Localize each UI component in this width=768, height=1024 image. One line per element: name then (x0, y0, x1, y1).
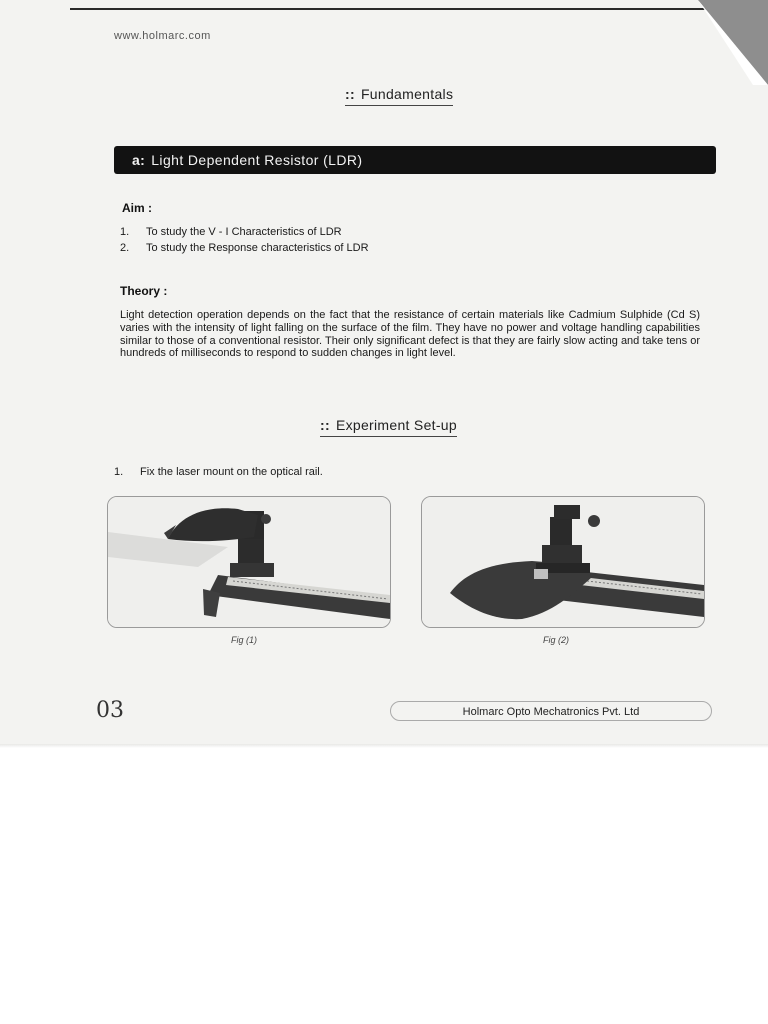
heading-marker: :: (345, 86, 355, 102)
step-text: Fix the laser mount on the optical rail. (140, 466, 323, 478)
top-rule (70, 8, 720, 10)
aim-item (120, 242, 369, 254)
section-title: Light Dependent Resistor (LDR) (151, 152, 363, 168)
experiment-setup-heading (320, 417, 457, 433)
figure-1-photo (107, 496, 391, 628)
aim-item-number: 2. (120, 242, 130, 254)
laser-mount-fixed-illustration (422, 497, 704, 627)
setup-step (114, 466, 323, 478)
figure-2-photo (421, 496, 705, 628)
aim-item-number: 1. (120, 226, 130, 238)
heading-marker: :: (320, 417, 330, 433)
page-bottom-edge (0, 744, 768, 748)
step-number: 1. (114, 466, 124, 478)
laser-mount-on-rail-illustration (108, 497, 390, 627)
section-prefix: a: (132, 152, 146, 168)
page-number: 03 (96, 698, 124, 723)
fundamentals-heading (345, 86, 453, 102)
aim-label: Aim : (122, 201, 152, 215)
heading-text: Experiment Set-up (335, 417, 457, 433)
folded-corner (698, 0, 768, 85)
theory-label: Theory : (120, 284, 168, 298)
heading-text: Fundamentals (360, 86, 454, 102)
website-url: www.holmarc.com (114, 30, 211, 42)
theory-paragraph: Light detection operation depends on the fact that the resistance of certain materials like Cadmium Sulphide (Cd S) varies with the intensity of light falling on the surface of the film. They have no power and voltage handling capabilities similar to those of a conventional resistor. Their only significant defect is that they are fairly slow acting and take tens or hundreds of milliseconds to respond to sudden changes in light level. (120, 309, 700, 360)
section-title-bar (114, 146, 716, 174)
figure-2-caption: Fig (2) (543, 635, 570, 645)
footer-company: Holmarc Opto Mechatronics Pvt. Ltd (390, 701, 712, 721)
aim-item (120, 226, 342, 238)
heading-underline (345, 105, 453, 106)
figure-1-caption: Fig (1) (231, 635, 258, 645)
aim-item-text: To study the V - I Characteristics of LDR (146, 226, 342, 238)
heading-underline (320, 436, 457, 437)
aim-item-text: To study the Response characteristics of LDR (146, 242, 369, 254)
